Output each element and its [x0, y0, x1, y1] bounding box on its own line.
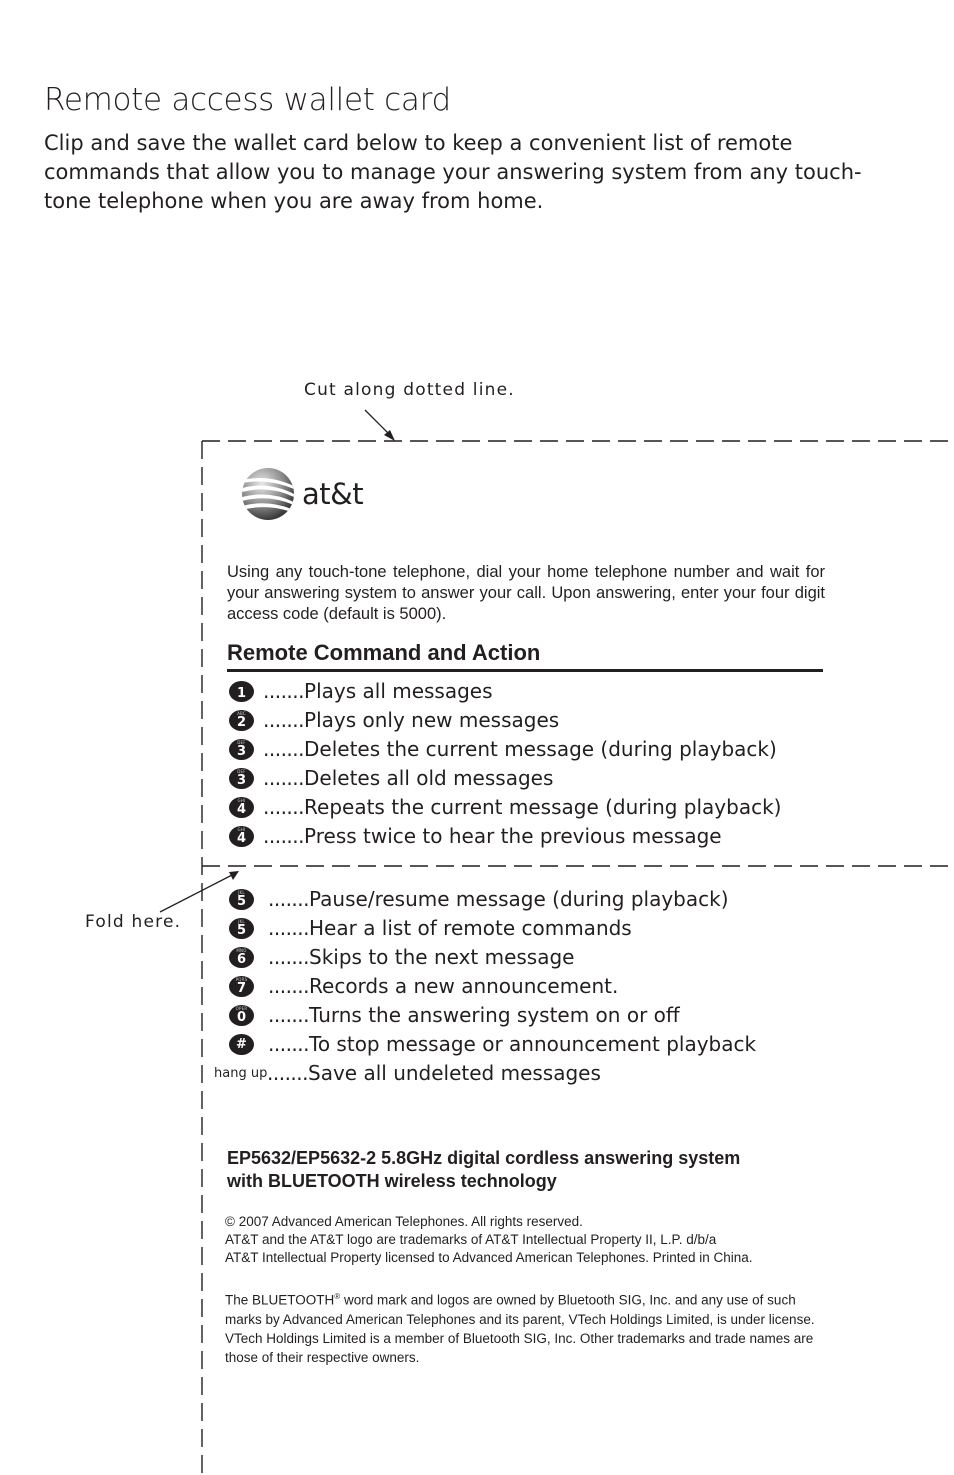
intro-paragraph: Clip and save the wallet card below to keep a convenient list of remote commands that allow you to manage your answering system from any touch-tone telephone when you are away from home. [44, 131, 862, 213]
page-title: Remote access wallet card [44, 82, 451, 118]
copyright-line: AT&T and the AT&T logo are trademarks of AT&T Intellectual Property II, L.P. d/b/a [225, 1232, 717, 1247]
keypad-pound-icon: # [229, 1034, 254, 1055]
product-title: EP5632/EP5632-2 5.8GHz digital cordless answering system with BLUETOOTH wireless technology [227, 1148, 741, 1191]
att-logo [240, 466, 363, 522]
command-row [229, 679, 493, 703]
command-text: .......Hear a list of remote commands [268, 916, 632, 940]
card-intro: Using any touch-tone telephone, dial your home telephone number and wait for your answering system to answer your call. Upon answering, enter your four digit access code (default is 5000). [227, 563, 825, 623]
command-row [229, 766, 553, 790]
command-text: .......Repeats the current message (during playback) [263, 795, 782, 819]
keypad-3-icon: DEF 3 [229, 739, 254, 760]
keypad-4-icon: GHI 4 [229, 826, 254, 847]
cut-pointer-arrowhead [384, 430, 395, 441]
keypad-5-icon: JKL 5 [229, 889, 254, 910]
command-text: .......Plays all messages [263, 679, 493, 703]
keypad-7-icon: PQRS 7 [229, 976, 254, 997]
cut-label: Cut along dotted line. [304, 380, 515, 400]
command-row [229, 887, 729, 911]
keypad-1-icon: 1 [229, 681, 254, 702]
command-row [214, 1061, 601, 1085]
command-text: .......To stop message or announcement playback [268, 1032, 757, 1056]
copyright-notice [225, 1213, 825, 1267]
command-row [229, 945, 574, 969]
copyright-line: AT&T Intellectual Property licensed to Advanced American Telephones. Printed in China. [225, 1250, 753, 1265]
command-row [229, 737, 777, 761]
command-heading: Remote Command and Action [227, 640, 823, 672]
command-text: .......Records a new announcement. [268, 974, 619, 998]
command-row [229, 795, 781, 819]
att-wordmark: at&t [302, 477, 364, 511]
command-text: .......Plays only new messages [263, 708, 560, 732]
keypad-3-icon: DEF 3 [229, 768, 254, 789]
hang-up-label: hang up [214, 1065, 268, 1081]
command-text: .......Deletes all old messages [263, 766, 554, 790]
keypad-0-icon: OPER 0 [229, 1005, 254, 1026]
command-row [229, 974, 618, 998]
bluetooth-notice: The BLUETOOTH® word mark and logos are owned by Bluetooth SIG, Inc. and any use of such marks by Advanced American Telephones and its parent, VTech Holdings Limited, is under license. VTech Holdings Limited is a member of Bluetooth SIG, Inc. Other trademarks and trade names are those of their respective owners. [225, 1292, 815, 1365]
command-row [229, 824, 722, 848]
command-text: .......Pause/resume message (during playback) [268, 887, 729, 911]
copyright-line: © 2007 Advanced American Telephones. All rights reserved. [225, 1214, 583, 1229]
fold-pointer-arrow [160, 874, 234, 912]
keypad-6-icon: MNO 6 [229, 947, 254, 968]
command-row [229, 1032, 756, 1056]
command-text: .......Save all undeleted messages [267, 1061, 601, 1085]
keypad-4-icon: GHI 4 [229, 797, 254, 818]
command-text: .......Skips to the next message [268, 945, 575, 969]
keypad-2-icon: ABC 2 [229, 710, 254, 731]
att-globe-icon [240, 466, 296, 522]
command-text: .......Turns the answering system on or off [268, 1003, 680, 1027]
command-row [229, 708, 559, 732]
fold-label: Fold here. [85, 912, 182, 932]
command-text: .......Deletes the current message (during playback) [263, 737, 777, 761]
keypad-5-icon: JKL 5 [229, 918, 254, 939]
command-text: .......Press twice to hear the previous message [263, 824, 722, 848]
command-row [229, 1003, 680, 1027]
command-row [229, 916, 632, 940]
